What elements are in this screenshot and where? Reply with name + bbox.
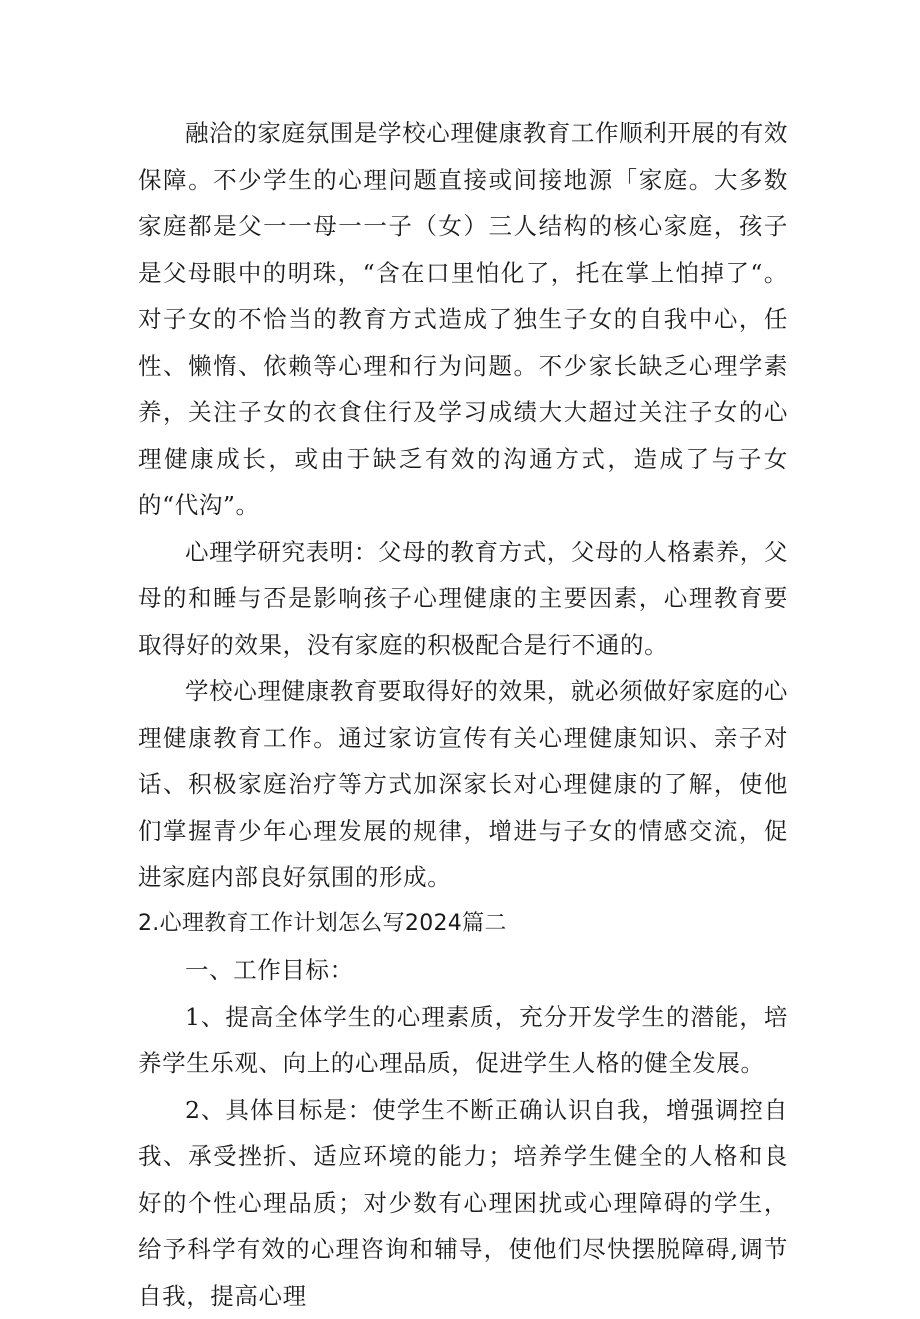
paragraph-goal-one: 1、提高全体学生的心理素质，充分开发学生的潜能，培养学生乐观、向上的心理品质，促进学生人格的健全发展。 [138, 994, 788, 1087]
paragraph-family-education: 学校心理健康教育要取得好的效果，就必须做好家庭的心理健康教育工作。通过家访宣传有关心理健康知识、亲子对话、积极家庭治疗等方式加深家长对心理健康的了解，使他们掌握青少年心理发展的规律，增进与子女的情感交流，促进家庭内部良好氛围的形成。 [138, 668, 788, 901]
paragraph-goal-two: 2、具体目标是：使学生不断正确认识自我，增强调控自我、承受挫折、适应环境的能力；培养学生健全的人格和良好的个性心理品质；对少数有心理困扰或心理障碍的学生，给予科学有效的心理咨询和辅导，使他们尽快摆脱障碍,调节自我，提高心理 [138, 1087, 788, 1319]
paragraph-work-goals-title: 一、工作目标： [138, 947, 788, 994]
paragraph-family-atmosphere: 融洽的家庭氛围是学校心理健康教育工作顺利开展的有效保障。不少学生的心理问题直接或间接地源「家庭。大多数家庭都是父一一母一一子（女）三人结构的核心家庭，孩子是父母眼中的明珠，“含在口里怕化了，托在掌上怕掉了“。对子女的不恰当的教育方式造成了独生子女的自我中心，任性、懒惰、依赖等心理和行为问题。不少家长缺乏心理学素养，关注子女的衣食住行及学习成绩大大超过关注子女的心理健康成长，或由于缺乏有效的沟通方式，造成了与子女的“代沟”。 [138, 110, 788, 529]
document-body [138, 110, 788, 1319]
paragraph-psychology-research: 心理学研究表明：父母的教育方式，父母的人格素养，父母的和睡与否是影响孩子心理健康的主要因素，心理教育要取得好的效果，没有家庭的积极配合是行不通的。 [138, 529, 788, 669]
section-heading: 2.心理教育工作计划怎么写2024篇二 [138, 901, 788, 948]
